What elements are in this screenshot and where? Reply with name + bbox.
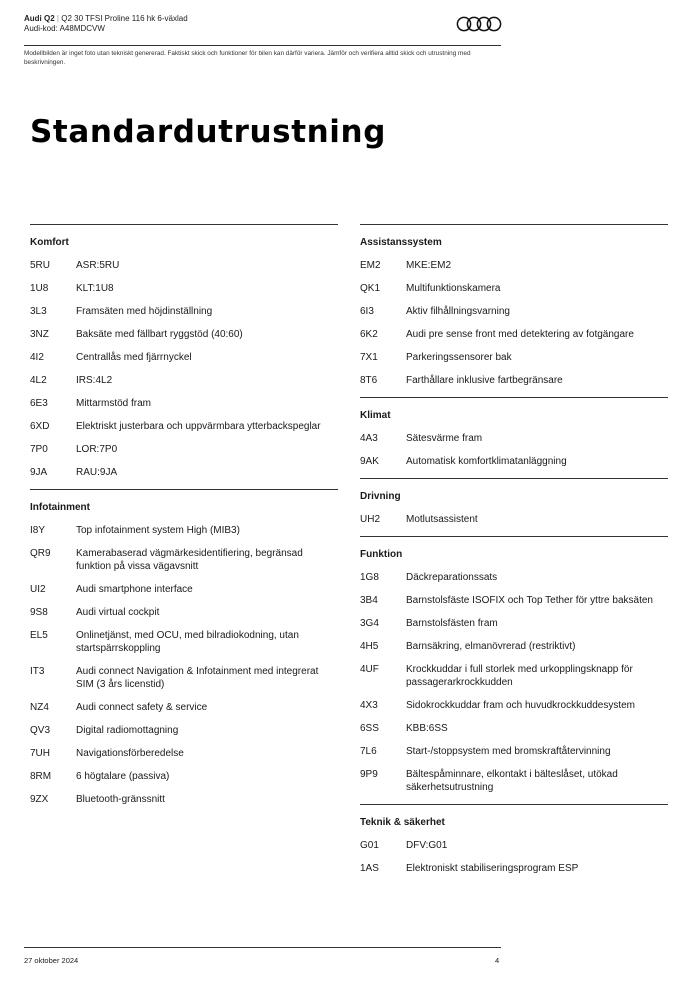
equipment-description: Elektroniskt stabiliseringsprogram ESP [406,863,579,874]
equipment-description: Digital radiomottagning [76,725,179,736]
equipment-description: Barnstolsfäste ISOFIX och Top Tether för yttre baksäten [406,595,653,606]
equipment-code: 4H5 [360,641,379,652]
equipment-item [360,282,668,295]
equipment-description: MKE:EM2 [406,260,452,271]
equipment-item [360,432,668,445]
disclaimer-text: Modellbilden är inget foto utan tekniskt genererad. Faktiskt skick och funktioner för bilen kan därför variera. Jämför och verifiera alltid skick och utrustning med beskrivningen. [24,50,471,66]
equipment-code: 9ZX [30,794,49,805]
equipment-description: Top infotainment system High (MIB3) [76,525,240,536]
equipment-section [360,224,668,387]
equipment-description: Bältespåminnare, elkontakt i bälteslåset, utökad säkerhetsutrustning [406,769,618,793]
equipment-item [360,745,668,758]
equipment-description: KLT:1U8 [76,283,114,294]
equipment-code: IT3 [30,666,45,677]
equipment-description: RAU:9JA [76,467,118,478]
equipment-item [30,583,338,596]
equipment-description: Sidokrockkuddar fram och huvudkrockkuddesystem [406,700,635,711]
equipment-item [30,466,338,479]
equipment-code: QV3 [30,725,51,736]
equipment-item [360,699,668,712]
equipment-description: Multifunktionskamera [406,283,501,294]
equipment-item [360,862,668,875]
equipment-description: LOR:7P0 [76,444,118,455]
footer-divider [24,947,501,948]
equipment-description: Audi virtual cockpit [76,607,160,618]
section-title: Funktion [360,549,403,560]
equipment-code: 1AS [360,863,379,874]
equipment-item [30,374,338,387]
equipment-code: G01 [360,840,379,851]
equipment-item [30,351,338,364]
equipment-item [360,328,668,341]
equipment-description: Farthållare inklusive fartbegränsare [406,375,563,386]
equipment-code: 4UF [360,664,379,675]
equipment-code: 4X3 [360,700,378,711]
equipment-item [30,606,338,619]
equipment-description: Navigationsförberedelse [76,748,184,759]
equipment-section [360,536,668,794]
equipment-code: 6K2 [360,329,378,340]
equipment-description: Barnsäkring, elmanövrerad (restriktivt) [406,641,576,652]
equipment-description: Framsäten med höjdinställning [76,306,213,317]
model-spec: Q2 30 TFSI Proline 116 hk 6-växlad [61,14,188,23]
model-name: Audi Q2 [24,14,55,23]
equipment-description: Aktiv filhållningsvarning [406,306,510,317]
equipment-description: Däckreparationssats [406,572,498,583]
header-separator: | [56,14,59,23]
equipment-description: Parkeringssensorer bak [406,352,512,363]
equipment-code: EL5 [30,630,48,641]
equipment-item [30,724,338,737]
equipment-section [30,224,338,479]
equipment-description: KBB:6SS [406,723,448,734]
equipment-item [360,839,668,852]
equipment-item [30,443,338,456]
equipment-item [30,547,338,573]
equipment-code: 7X1 [360,352,378,363]
equipment-description: Motlutsassistent [406,514,478,525]
equipment-description: Sätesvärme fram [406,433,483,444]
equipment-code: 3L3 [30,306,47,317]
equipment-description: DFV:G01 [406,840,448,851]
equipment-description: Baksäte med fällbart ryggstöd (40:60) [76,329,243,340]
equipment-code: 9JA [30,467,48,478]
equipment-item [360,455,668,468]
equipment-section [360,804,668,875]
page-number: 4 [495,956,500,965]
equipment-code: I8Y [30,525,46,536]
equipment-item [360,594,668,607]
equipment-code: 1G8 [360,572,379,583]
equipment-code: 9P9 [360,769,378,780]
equipment-item [360,305,668,318]
section-title: Infotainment [30,502,90,513]
equipment-code: UI2 [30,584,46,595]
equipment-item [360,374,668,387]
equipment-code: QK1 [360,283,381,294]
equipment-section [360,397,668,468]
equipment-code: 3G4 [360,618,379,629]
equipment-description: Start-/stoppsystem med bromskraftåtervinning [406,746,611,757]
equipment-code: 6I3 [360,306,374,317]
right-column [360,224,668,885]
equipment-item [30,259,338,272]
equipment-description: Mittarmstöd fram [76,398,152,409]
section-title: Drivning [360,491,401,502]
equipment-item [30,305,338,318]
section-title: Teknik & säkerhet [360,817,445,828]
page-title: Standardutrustning [30,114,386,150]
equipment-code: QR9 [30,548,51,559]
equipment-item [360,571,668,584]
equipment-description: Krockkuddar i full storlek med urkopplingsknapp för passagerarkrockkudden [406,664,633,688]
equipment-code: 9S8 [30,607,48,618]
equipment-description: Audi connect safety & service [76,702,208,713]
footer-date: 27 oktober 2024 [24,956,79,965]
equipment-item [360,768,668,794]
equipment-description: IRS:4L2 [76,375,113,386]
equipment-code: 7UH [30,748,51,759]
equipment-item [30,629,338,655]
equipment-code: 5RU [30,260,51,271]
equipment-item [360,513,668,526]
equipment-code: NZ4 [30,702,49,713]
equipment-code: EM2 [360,260,381,271]
equipment-code: 8T6 [360,375,378,386]
equipment-description: Kamerabaserad vägmärkesidentifiering, begränsad funktion på vissa vägavsnitt [76,548,303,572]
equipment-description: Audi smartphone interface [76,584,193,595]
equipment-item [30,701,338,714]
equipment-item [30,524,338,537]
equipment-description: Audi connect Navigation & Infotainment med integrerat SIM (3 års licenstid) [76,666,319,690]
equipment-item [30,420,338,433]
equipment-code: 3B4 [360,595,378,606]
section-title: Komfort [30,237,69,248]
equipment-code: 3NZ [30,329,49,340]
equipment-item [360,351,668,364]
equipment-description: ASR:5RU [76,260,120,271]
equipment-description: Onlinetjänst, med OCU, med bilradiokodning, utan startspärrskoppling [76,630,299,654]
equipment-description: 6 högtalare (passiva) [76,771,170,782]
equipment-item [30,328,338,341]
equipment-item [30,770,338,783]
equipment-description: Barnstolsfästen fram [406,618,498,629]
equipment-code: 4I2 [30,352,44,363]
equipment-description: Automatisk komfortklimatanläggning [406,456,567,467]
equipment-code: 8RM [30,771,52,782]
equipment-item [360,663,668,689]
equipment-item [360,722,668,735]
equipment-item [360,259,668,272]
left-column [30,224,338,816]
equipment-code: 7L6 [360,746,377,757]
equipment-description: Audi pre sense front med detektering av fotgängare [406,329,634,340]
equipment-item [360,617,668,630]
equipment-item [30,793,338,806]
model-line [24,14,501,24]
equipment-item [30,282,338,295]
equipment-code: 1U8 [30,283,49,294]
section-title: Assistanssystem [360,237,442,248]
equipment-description: Centrallås med fjärrnyckel [76,352,192,363]
equipment-item [30,397,338,410]
document-header [24,14,501,34]
audi-code: Audi-kod: A48MDCVW [24,24,105,33]
section-title: Klimat [360,410,391,421]
equipment-code: 6E3 [30,398,48,409]
audi-rings-logo-icon [456,16,502,32]
equipment-code: 7P0 [30,444,48,455]
equipment-code: 4L2 [30,375,47,386]
equipment-section [30,489,338,806]
header-divider [24,45,501,46]
equipment-code: UH2 [360,514,381,525]
equipment-section [360,478,668,526]
equipment-item [360,640,668,653]
equipment-code: 6SS [360,723,379,734]
equipment-description: Bluetooth-gränssnitt [76,794,165,805]
equipment-code: 6XD [30,421,50,432]
equipment-code: 4A3 [360,433,378,444]
equipment-description: Elektriskt justerbara och uppvärmbara ytterbackspeglar [76,421,321,432]
equipment-item [30,665,338,691]
equipment-item [30,747,338,760]
equipment-code: 9AK [360,456,379,467]
